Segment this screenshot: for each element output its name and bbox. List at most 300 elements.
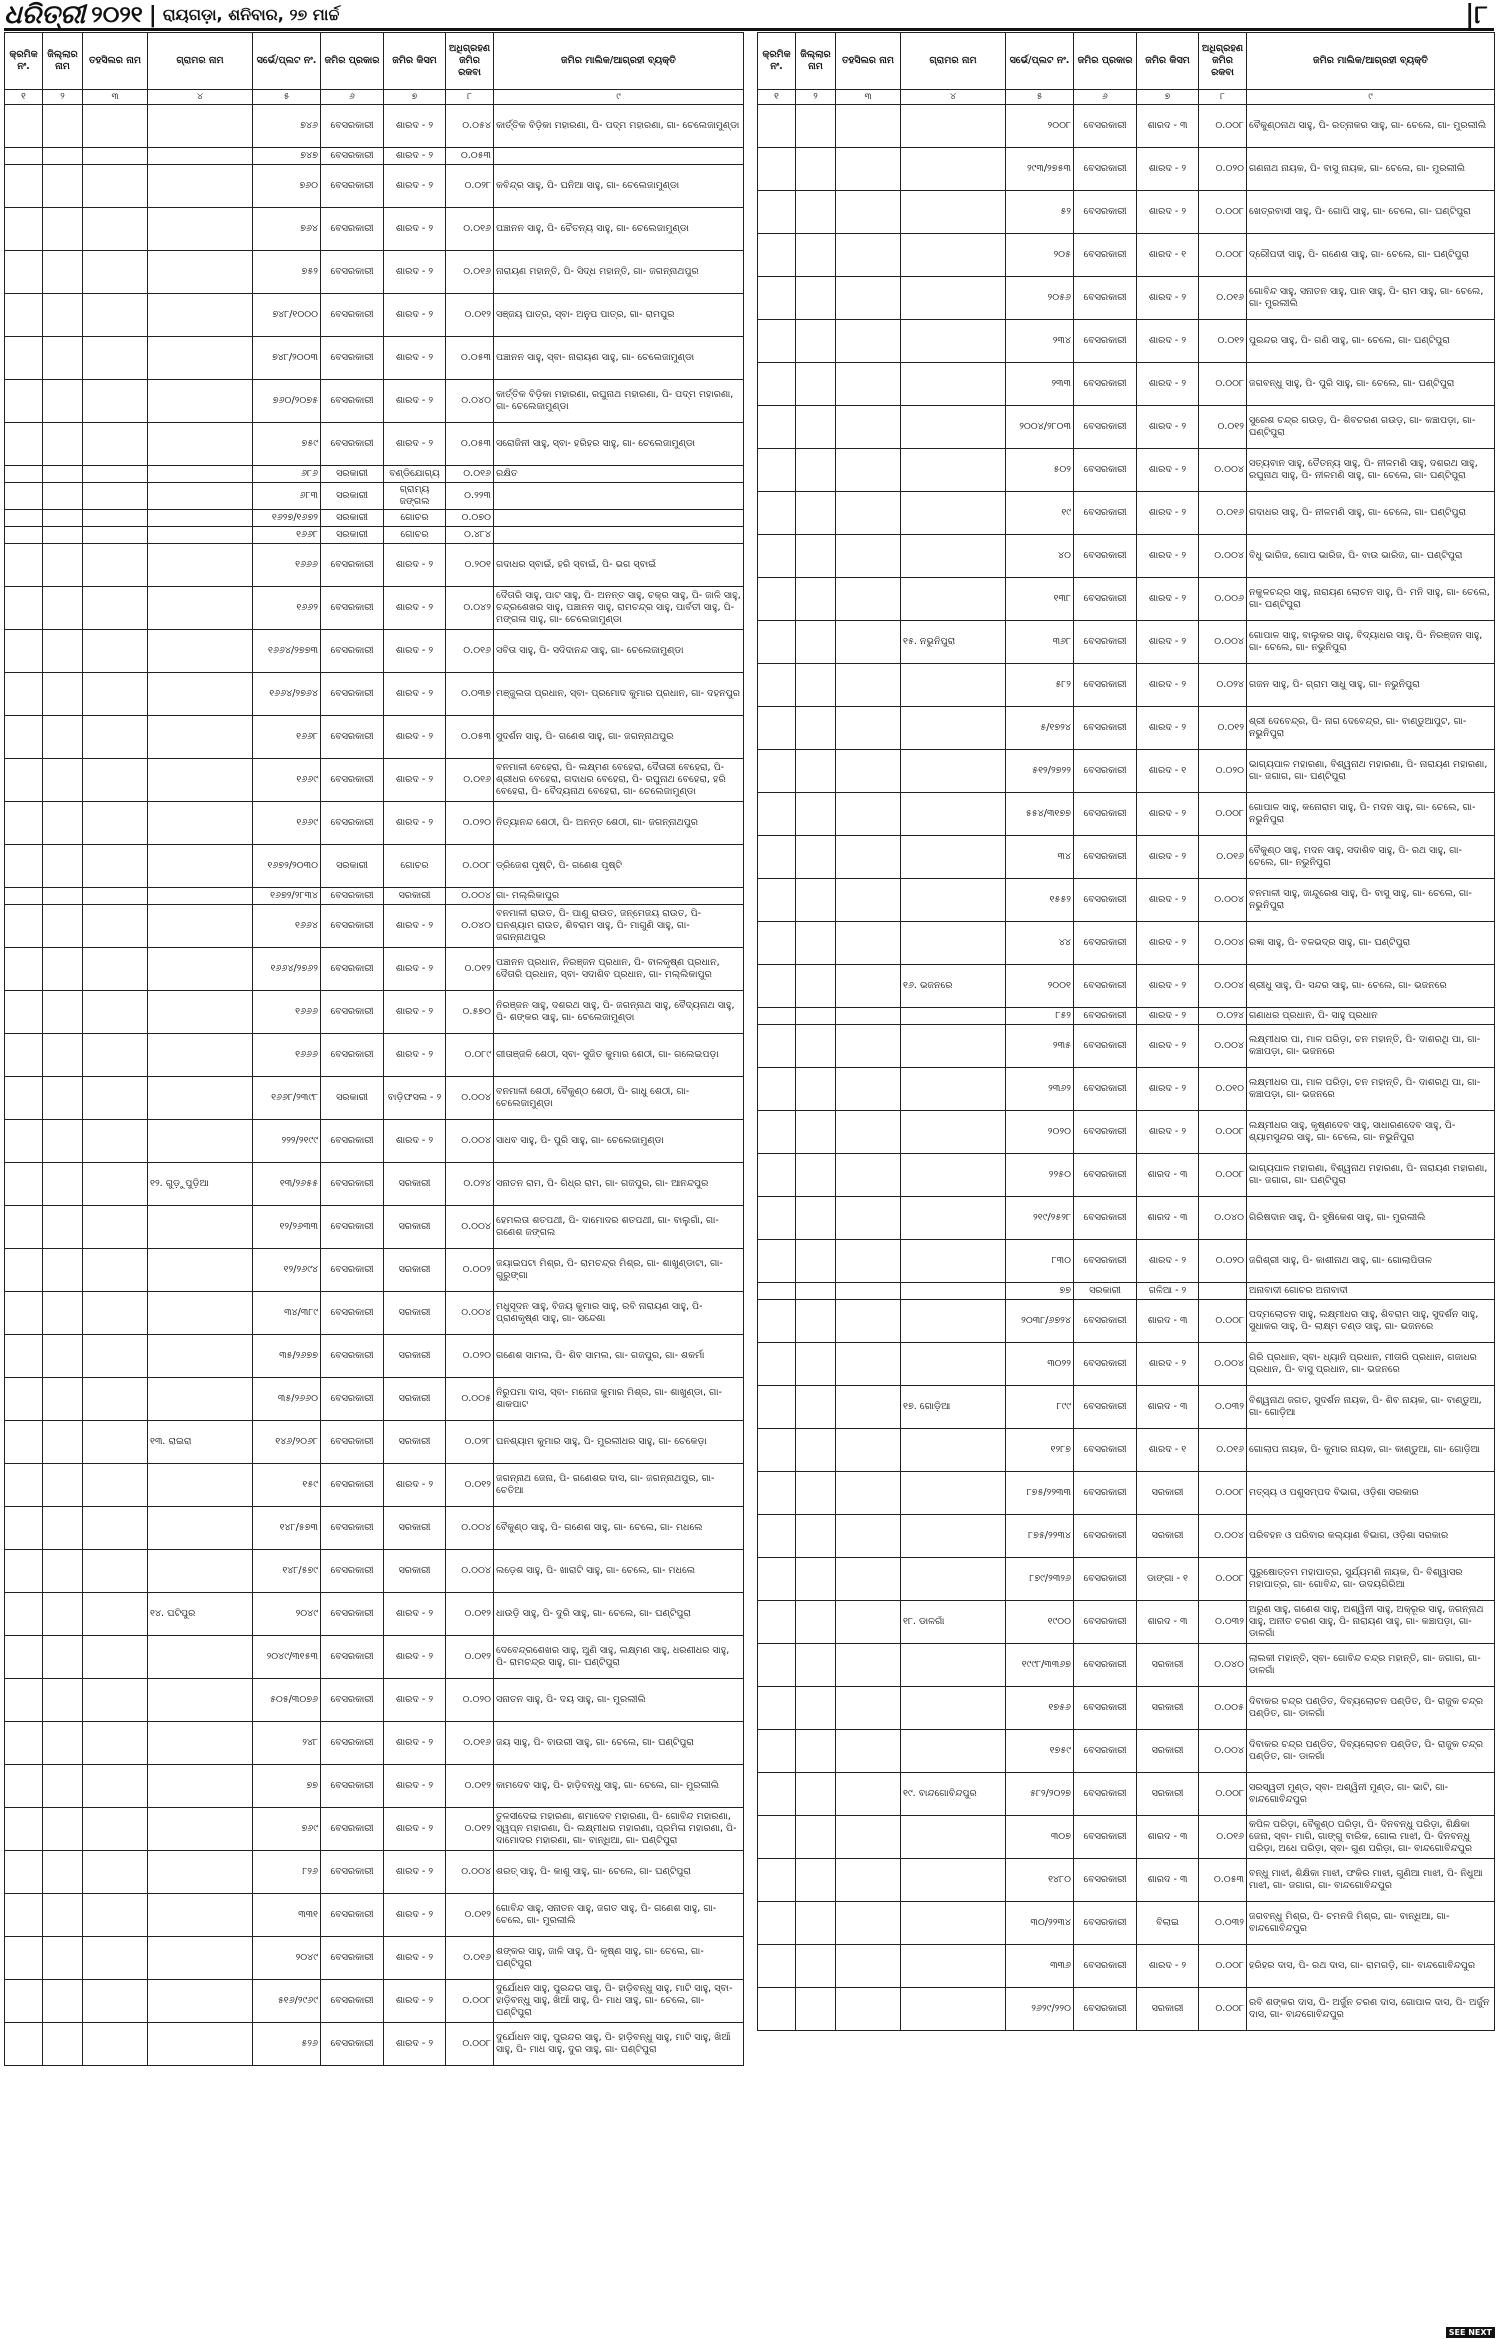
- cell-owner: ତୁଳସୀଦେଇ ମହାରଣା, ଶମାଦେବ ମହାରଣା, ପି- ଗୋବିନ୍ଦ ମହାରଣା, ସ୍ୱପ୍ନ ମହାରଣା, ପି- ଲକ୍ଷ୍ମୀଧର ମହାରଣା, ପ୍ରମିଳା ମହାରଣା, ପି- ଦାମୋଦର ମହାରଣା, ଗା- ବାନ୍ଧିଆ, ଗା- ଘଣ୍ଟିପୁରା: [494, 1808, 744, 1851]
- cell-serial-no: [758, 406, 796, 449]
- cell-area: ୦.୦୧୨: [446, 1464, 494, 1507]
- cell-district: [43, 208, 83, 251]
- cell-tahasil: [836, 1687, 901, 1730]
- cell-land-class: ଗ୍ରାମ୍ୟ ଜଙ୍ଗଲ: [384, 483, 446, 510]
- cell-district: [43, 1550, 83, 1593]
- cell-village: [148, 802, 253, 845]
- cell-tahasil: [836, 535, 901, 578]
- cell-owner: ହରିହର ଦାସ, ପି- ରଥ ଦାସ, ଗା- ରାମଗଡ଼ି, ଗା- ବାନ୍ଦଗୋବିନ୍ଦପୁର: [1247, 1945, 1495, 1988]
- cell-land-class: ଶାରଦ - ୨: [384, 1980, 446, 2023]
- cell-village: [148, 716, 253, 759]
- cell-serial-no: [758, 277, 796, 320]
- table-row: [5, 1077, 744, 1120]
- cell-serial-no: [5, 380, 43, 423]
- cell-serial-no: [758, 1601, 796, 1644]
- cell-survey-no: ୩୪/୩୮୯: [253, 1292, 321, 1335]
- cell-area: ୦.୦୧୨: [1199, 320, 1247, 363]
- cell-district: [796, 664, 836, 707]
- cell-land-type: ବେସରକାରୀ: [321, 1937, 384, 1980]
- cell-land-class: ଶାରଦ - ୨: [384, 630, 446, 673]
- cell-tahasil: [83, 1077, 148, 1120]
- cell-land-class: ସରକାରୀ: [384, 1206, 446, 1249]
- table-row: [758, 1988, 1495, 2031]
- table-row: [5, 208, 744, 251]
- cell-land-type: ସରକାରୀ: [321, 527, 384, 544]
- cell-land-class: ଶାରଦ - ୨: [1137, 320, 1199, 363]
- table-row: [5, 759, 744, 802]
- cell-district: [43, 1249, 83, 1292]
- cell-land-type: ବେସରକାରୀ: [321, 630, 384, 673]
- cell-owner: କାର୍ତ୍ତିକ ବିଡ଼ିକା ମହାରଣା, ପି- ପଦ୍ମ ମହାରଣା, ଗା- ଚେଲେଜାମୁଣ୍ଡା: [494, 105, 744, 148]
- cell-land-type: ସରକାରୀ: [321, 466, 384, 483]
- cell-district: [43, 630, 83, 673]
- cell-tahasil: [83, 1507, 148, 1550]
- cell-survey-no: ୭୭: [253, 1765, 321, 1808]
- cell-district: [43, 165, 83, 208]
- cell-owner: ଦିବାକର ଚନ୍ଦ୍ର ପଣ୍ଡିତ, ଦିବ୍ୟଲୋଚନ ପଣ୍ଡିତ, ପି- ରାଜୁକ ଚନ୍ଦ୍ର ପଣ୍ଡିତ, ଗା- ଡାଳଗାଁ: [1247, 1730, 1495, 1773]
- cell-tahasil: [836, 1068, 901, 1111]
- table-row: [758, 1601, 1495, 1644]
- cell-land-type: ବେସରକାରୀ: [1074, 1429, 1137, 1472]
- cell-survey-no: ୫୨୬: [253, 2023, 321, 2066]
- cell-survey-no: ୮୩୦: [1006, 1240, 1074, 1283]
- col-number-owner: ୯: [494, 90, 744, 105]
- cell-tahasil: [836, 1008, 901, 1025]
- cell-area: ୦.୦୦୮: [446, 845, 494, 888]
- table-row: [5, 510, 744, 527]
- cell-district: [43, 1894, 83, 1937]
- cell-area: ୦.୦୦୮: [1199, 1111, 1247, 1154]
- cell-serial-no: [758, 879, 796, 922]
- table-row: [758, 105, 1495, 148]
- cell-owner: ବୈକୁଣ୍ଠ ସାହୁ, ମଦନ ସାହୁ, ସଦାଶିବ ସାହୁ, ପି- ରଥ ସାହୁ, ଗା- ଚେଲେ, ଗା- ନଭୁନିପୁରା: [1247, 836, 1495, 879]
- cell-district: [796, 1240, 836, 1283]
- cell-land-type: ବେସରକାରୀ: [1074, 621, 1137, 664]
- header-row: [5, 33, 744, 90]
- cell-owner: ବୈକୁଣ୍ଠ ସାହୁ, ପି- ଗଣେଶ ସାହୁ, ଗା- ଚେଲେ, ଗା- ମଧଲେ: [494, 1507, 744, 1550]
- cell-land-class: ଶାରଦ - ୩: [1137, 1386, 1199, 1429]
- cell-owner: ବିଧୁ ଭାରିଜ, ଗୋପ ଭାରିଜ, ପି- ବାଉ ଭାରିଜ, ଗା- ଘଣ୍ଟିପୁରା: [1247, 535, 1495, 578]
- cell-district: [43, 483, 83, 510]
- cell-serial-no: [5, 1765, 43, 1808]
- cell-land-class: ସରକାରୀ: [384, 1292, 446, 1335]
- cell-village: [148, 1894, 253, 1937]
- cell-land-type: ବେସରକାରୀ: [321, 759, 384, 802]
- cell-owner: ଗୋବିନ୍ଦ ସାହୁ, ସନାତନ ସାହୁ, ପାନ ସାହୁ, ପି- ରାମ ସାହୁ, ଗା- ଚେଲେ, ଗା- ମୁରଲୀଲି: [1247, 277, 1495, 320]
- cell-land-class: ଶାରଦ - ୩: [1137, 105, 1199, 148]
- cell-area: ୦.୦୧୬: [1199, 1816, 1247, 1859]
- cell-district: [796, 535, 836, 578]
- table-row: [758, 879, 1495, 922]
- cell-land-class: ଶାରଦ - ୨: [384, 1034, 446, 1077]
- cell-tahasil: [83, 1034, 148, 1077]
- table-row: [5, 905, 744, 948]
- cell-district: [796, 965, 836, 1008]
- cell-owner: ଗୋପାଳ ସାହୁ, କନୋରାମ ସାହୁ, ପି- ମଦନ ସାହୁ, ଗା- ଚେଲେ, ଗା- ନଭୁନିପୁରା: [1247, 793, 1495, 836]
- cell-serial-no: [5, 1335, 43, 1378]
- cell-village: [148, 294, 253, 337]
- cell-tahasil: [83, 1937, 148, 1980]
- cell-area: ୦.୦୦୪: [1199, 1730, 1247, 1773]
- cell-land-type: ବେସରକାରୀ: [1074, 1601, 1137, 1644]
- cell-land-type: ବେସରକାରୀ: [1074, 492, 1137, 535]
- cell-area: ୦.୦୧୨: [446, 1894, 494, 1937]
- table-row: [758, 1515, 1495, 1558]
- cell-survey-no: ୨୨୫୦: [1006, 1154, 1074, 1197]
- cell-tahasil: [836, 1644, 901, 1687]
- cell-land-type: ବେସରକାରୀ: [321, 1034, 384, 1077]
- cell-serial-no: [5, 1550, 43, 1593]
- cell-village: [901, 1008, 1006, 1025]
- cell-survey-no: ୨୧୯/୨୫୨୮: [1006, 1197, 1074, 1240]
- cell-serial-no: [758, 1730, 796, 1773]
- cell-tahasil: [83, 1593, 148, 1636]
- cell-land-type: ବେସରକାରୀ: [321, 905, 384, 948]
- cell-tahasil: [836, 1283, 901, 1300]
- cell-area: ୦.୦୫୩: [446, 716, 494, 759]
- cell-owner: ଗୋଲାପ ନାୟକ, ପି- କୁମାର ନାୟକ, ଗା- କାଣ୍ଡୁଆ, ଗା- ଗୋଡ଼ିଆ: [1247, 1429, 1495, 1472]
- cell-survey-no: ୨୦୪୯/୩୧୫୩: [253, 1636, 321, 1679]
- table-row: [758, 234, 1495, 277]
- cell-survey-no: ୨୦୪୯: [253, 1937, 321, 1980]
- cell-land-class: ଶାରଦ - ୩: [1137, 1197, 1199, 1240]
- cell-land-type: ବେସରକାରୀ: [321, 1507, 384, 1550]
- cell-land-class: ଶାରଦ - ୨: [1137, 621, 1199, 664]
- cell-area: ୦.୦୦୪: [446, 1550, 494, 1593]
- cell-land-type: ବେସରକାରୀ: [321, 948, 384, 991]
- cell-district: [796, 1197, 836, 1240]
- cell-district: [43, 1077, 83, 1120]
- cell-land-type: ବେସରକାରୀ: [1074, 707, 1137, 750]
- cell-district: [796, 1386, 836, 1429]
- cell-village: [901, 793, 1006, 836]
- cell-village: [901, 1283, 1006, 1300]
- cell-land-type: ବେସରକାରୀ: [1074, 1386, 1137, 1429]
- cell-owner: ରଜ୍ଞା ସାହୁ, ପି- ବଳଭଦ୍ର ସାହୁ, ଗା- ଘଣ୍ଟିପୁରା: [1247, 922, 1495, 965]
- cell-village: [901, 1644, 1006, 1687]
- cell-serial-no: [5, 1894, 43, 1937]
- table-row: [5, 423, 744, 466]
- cell-land-type: ବେସରକାରୀ: [1074, 1945, 1137, 1988]
- cell-land-class: ଶାରଦ - ୨: [1137, 1945, 1199, 1988]
- cell-land-type: ବେସରକାରୀ: [1074, 1154, 1137, 1197]
- cell-land-class: ଶାରଦ - ୨: [384, 423, 446, 466]
- cell-land-class: ଶାରଦ - ୨: [384, 1722, 446, 1765]
- cell-land-type: ବେସରକାରୀ: [1074, 879, 1137, 922]
- cell-survey-no: ୧୯୦୦: [1006, 1601, 1074, 1644]
- cell-land-type: ବେସରକାରୀ: [1074, 535, 1137, 578]
- cell-village: ୧୯. ବାନ୍ଦଗୋବିନ୍ଦପୁର: [901, 1773, 1006, 1816]
- cell-village: [901, 1730, 1006, 1773]
- cell-district: [43, 251, 83, 294]
- cell-tahasil: [83, 630, 148, 673]
- cell-district: [43, 905, 83, 948]
- cell-serial-no: [758, 234, 796, 277]
- cell-village: [148, 1335, 253, 1378]
- cell-tahasil: [836, 1988, 901, 2031]
- table-row: [758, 1644, 1495, 1687]
- table-row: [5, 1765, 744, 1808]
- cell-serial-no: [5, 1163, 43, 1206]
- table-row: [5, 1464, 744, 1507]
- cell-district: [43, 1937, 83, 1980]
- cell-village: [901, 363, 1006, 406]
- cell-district: [43, 1378, 83, 1421]
- cell-survey-no: ୭୭: [1006, 1283, 1074, 1300]
- cell-village: [148, 1636, 253, 1679]
- table-row: [5, 1120, 744, 1163]
- cell-land-class: ଶାରଦ - ୨: [384, 165, 446, 208]
- cell-village: [148, 105, 253, 148]
- cell-area: ୦.୦୦୮: [1199, 1945, 1247, 1988]
- cell-serial-no: [5, 1507, 43, 1550]
- cell-land-class: ଶାରଦ - ୨: [384, 380, 446, 423]
- cell-land-class: ସରକାରୀ: [384, 1421, 446, 1464]
- cell-serial-no: [5, 587, 43, 630]
- cell-district: [43, 337, 83, 380]
- cell-land-class: ଶାରଦ - ୨: [384, 1593, 446, 1636]
- cell-serial-no: [758, 1283, 796, 1300]
- table-row: [758, 1902, 1495, 1945]
- cell-serial-no: [5, 423, 43, 466]
- cell-area: ୦.୦୨୦: [1199, 148, 1247, 191]
- cell-tahasil: [83, 888, 148, 905]
- cell-district: [796, 1902, 836, 1945]
- cell-district: [43, 380, 83, 423]
- cell-area: ୦.୦୦୮: [1199, 1558, 1247, 1601]
- cell-survey-no: ୨୦୫: [1006, 234, 1074, 277]
- cell-serial-no: [758, 965, 796, 1008]
- cell-area: ୦.୦୨୦: [1199, 750, 1247, 793]
- col-number-village: ୪: [148, 90, 253, 105]
- cell-tahasil: [836, 1429, 901, 1472]
- cell-land-type: ବେସରକାରୀ: [1074, 320, 1137, 363]
- cell-tahasil: [836, 836, 901, 879]
- cell-land-type: ବେସରକାରୀ: [321, 716, 384, 759]
- cell-owner: ସଞ୍ଜୟ ପାତ୍ର, ସ୍ବା- ଅନୁପ ପାତ୍ର, ଗା- ରାମପୁର: [494, 294, 744, 337]
- cell-district: [796, 1859, 836, 1902]
- cell-land-class: ଶାରଦ - ୨: [1137, 707, 1199, 750]
- cell-tahasil: [836, 922, 901, 965]
- cell-village: [901, 1068, 1006, 1111]
- cell-survey-no: ୨୦୫୬: [1006, 277, 1074, 320]
- cell-serial-no: [758, 836, 796, 879]
- table-row: [758, 1111, 1495, 1154]
- cell-owner: ଦୁର୍ଯୋଧନ ସାହୁ, ପୁରନ୍ଦର ସାହୁ, ପି- ହାଡ଼ିବନ୍ଧୁ ସାହୁ, ମାଟି ସାହୁ, ସ୍ବା- ହାଡ଼ିବନ୍ଧୁ ସାହୁ, ଖିଆଁ ସାହୁ, ପି- ମାଧ ସାହୁ, ଗା- ଚେଲେ, ଗା- ଘଣ୍ଟିପୁରା: [494, 1980, 744, 2023]
- cell-village: [901, 1343, 1006, 1386]
- cell-tahasil: [83, 1163, 148, 1206]
- cell-owner: ଗଜନ ସାହୁ, ପି- ଗ୍ରାମ ସାଧୁ ସାହୁ, ଗା- ନଭୁନିପୁରା: [1247, 664, 1495, 707]
- cell-land-type: ବେସରକାରୀ: [321, 423, 384, 466]
- cell-land-class: ଶାରଦ - ୨: [1137, 922, 1199, 965]
- table-row: [758, 578, 1495, 621]
- header-row: [758, 33, 1495, 90]
- cell-survey-no: ୭୬୦/୨୦୭୫: [253, 380, 321, 423]
- col-number-district: ୨: [43, 90, 83, 105]
- cell-district: [796, 406, 836, 449]
- cell-land-class: ଶାରଦ - ୨: [384, 905, 446, 948]
- table-row: [758, 922, 1495, 965]
- cell-land-class: ଶାରଦ - ୨: [384, 1120, 446, 1163]
- cell-survey-no: ୨୦୪୯: [253, 1593, 321, 1636]
- col-header-serial-no: କ୍ରମିକ ନଂ.: [758, 33, 796, 90]
- cell-land-class: ଶାରଦ - ୨: [1137, 1025, 1199, 1068]
- cell-village: [148, 630, 253, 673]
- cell-district: [796, 320, 836, 363]
- cell-survey-no: ୨୨୨/୨୧୯୯: [253, 1120, 321, 1163]
- cell-area: ୦.୦୦୪: [1199, 621, 1247, 664]
- cell-serial-no: [5, 510, 43, 527]
- cell-land-class: ଶାରଦ - ୨: [384, 148, 446, 165]
- cell-district: [43, 673, 83, 716]
- cell-owner: ଲକ୍ଷ୍ମୀଧର ସାହୁ, କୃଷ୍ଣଦେବ ସାହୁ, ସାଧାରଣଦେବ ସାହୁ, ପି- ଶ୍ୟାମସୁନ୍ଦର ସାହୁ, ଗା- ଚେଲେ, ଗା- ନଭୁନିପୁରା: [1247, 1111, 1495, 1154]
- cell-land-class: ଶାରଦ - ୨: [384, 2023, 446, 2066]
- cell-land-type: ବେସରକାରୀ: [321, 673, 384, 716]
- cell-serial-no: [5, 105, 43, 148]
- cell-survey-no: ୨୦୩୮/୬୭୨୪: [1006, 1300, 1074, 1343]
- cell-owner: ଗୀତାଞ୍ଜଳି ଶେଠୀ, ସ୍ବା- ସୁଜିତ କୁମାର ଶେଠୀ, ଗା- ଗଲେଇପଡ଼ା: [494, 1034, 744, 1077]
- column-number-row: [5, 90, 744, 105]
- cell-area: ୦.୦୦୪: [446, 1851, 494, 1894]
- cell-survey-no: ୨୦୦୪/୨୮୦୩: [1006, 406, 1074, 449]
- cell-village: [901, 836, 1006, 879]
- table-row: [5, 1292, 744, 1335]
- table-row: [758, 492, 1495, 535]
- cell-owner: ରବି ଶଙ୍କର ଦାସ, ପି- ଅର୍ଜୁନ ଚରଣ ଦାସ, ଗୋପାଳ ଦାସ, ପି- ଅର୍ଜୁନ ଦାସ, ଗା- ବାନ୍ଦଗୋବିନ୍ଦପୁର: [1247, 1988, 1495, 2031]
- cell-owner: ଲକ୍ଷ୍ମୀଧର ପା, ମାଳ ପରିଡ଼ା, ଚନ ମହାନ୍ତି, ପି- ଦାଶରଥି ପା, ଗା- କଞ୍ଚାପଡ଼ା, ଗା- ଭଜନରେ: [1247, 1068, 1495, 1111]
- cell-land-class: ଶାରଦ - ୨: [384, 1894, 446, 1937]
- cell-land-type: ବେସରକାରୀ: [321, 1894, 384, 1937]
- cell-serial-no: [5, 888, 43, 905]
- cell-land-type: ବେସରକାରୀ: [1074, 836, 1137, 879]
- cell-area: ୦.୦୦୪: [446, 1507, 494, 1550]
- cell-area: ୦.୦୨୪: [446, 1163, 494, 1206]
- table-row: [5, 888, 744, 905]
- cell-district: [43, 294, 83, 337]
- cell-owner: ଭାଗ୍ୟପାଳ ମହାରଣା, ବିଶ୍ୱନାଥ ମହାରଣା, ପି- ନାରାୟଣ ମହାରଣା, ଗା- ଜଗାଗ, ଗା- ଘଣ୍ଟିପୁରା: [1247, 1154, 1495, 1197]
- cell-serial-no: [5, 208, 43, 251]
- cell-district: [43, 1464, 83, 1507]
- cell-land-class: ସରକାରୀ: [1137, 1472, 1199, 1515]
- cell-tahasil: [83, 587, 148, 630]
- cell-village: ୧୮. ଡାଳଗାଁ: [901, 1601, 1006, 1644]
- cell-tahasil: [836, 1515, 901, 1558]
- cell-serial-no: [5, 1679, 43, 1722]
- cell-land-class: ଶାରଦ - ୨: [384, 802, 446, 845]
- cell-serial-no: [758, 1902, 796, 1945]
- table-row: [5, 466, 744, 483]
- cell-district: [796, 105, 836, 148]
- cell-serial-no: [5, 991, 43, 1034]
- table-row: [758, 363, 1495, 406]
- cell-land-type: ବେସରକାରୀ: [321, 1249, 384, 1292]
- cell-tahasil: [83, 948, 148, 991]
- cell-owner: ଲକ୍ଷ୍ମୀଧର ପା, ମାଳ ପରିଡ଼ା, ଚନ ମହାନ୍ତି, ପି- ଦାଶରଥି ପା, ଗା- କଞ୍ଚାପଡ଼ା, ଗା- ଭଜନରେ: [1247, 1025, 1495, 1068]
- cell-district: [43, 1980, 83, 2023]
- cell-survey-no: ୭୬୯: [253, 1808, 321, 1851]
- cell-land-class: ସରକାରୀ: [1137, 1773, 1199, 1816]
- newspaper-name: ଧରିତ୍ରୀ: [4, 0, 86, 30]
- cell-survey-no: ୧୭୫୬: [1006, 1687, 1074, 1730]
- cell-serial-no: [5, 716, 43, 759]
- cell-owner: ବନମାଳୀ ରାଉତ, ପି- ପାଣୁ ରାଉତ, ଜନ୍ମେଜୟ ରାଉତ, ପି- ଘନଶ୍ୟାମ ରାଉତ, ଶିବରାମ ସାହୁ, ପି- ମାଗୁଣି ସାହୁ, ଗା- ଜଗନ୍ନାଥପୁର: [494, 905, 744, 948]
- cell-serial-no: [758, 1008, 796, 1025]
- col-number-land-type: ୬: [321, 90, 384, 105]
- cell-land-class: ଶାରଦ - ୨: [384, 294, 446, 337]
- cell-land-type: ବେସରକାରୀ: [321, 888, 384, 905]
- cell-serial-no: [758, 664, 796, 707]
- cell-land-class: ବିଲାଇ: [1137, 1902, 1199, 1945]
- table-row: [758, 1687, 1495, 1730]
- cell-land-class: ଶାରଦ - ୨: [384, 673, 446, 716]
- cell-area: ୦.୦୧୬: [446, 251, 494, 294]
- col-number-land-class: ୭: [1137, 90, 1199, 105]
- table-row: [758, 621, 1495, 664]
- cell-village: [148, 888, 253, 905]
- cell-owner: ଲାଲକୀ ମହାନ୍ତି, ସ୍ବା- ଗୋବିନ୍ଦ ଚନ୍ଦ୍ର ମହାନ୍ତି, ଗା- ଜଗାଗ, ଗା- ଡାଳଗାଁ: [1247, 1644, 1495, 1687]
- cell-district: [43, 544, 83, 587]
- cell-area: ୦.୦୦୮: [1199, 191, 1247, 234]
- table-row: [5, 1421, 744, 1464]
- cell-serial-no: [5, 1292, 43, 1335]
- cell-owner: ଶ୍ରୀ ଦେବେନ୍ଦ୍ର, ପି- ନାଗ ଦେବେନ୍ଦ୍ର, ଗା- ବାଣ୍ଡୁଆପୁଟ, ଗା- ନଭୁନିପୁରା: [1247, 707, 1495, 750]
- cell-land-class: ଶାରଦ - ୨: [1137, 1343, 1199, 1386]
- cell-district: [796, 1730, 836, 1773]
- cell-area: ୦.୦୧୬: [1199, 1429, 1247, 1472]
- cell-land-class: ଶାରଦ - ୨: [384, 544, 446, 587]
- table-row: [758, 449, 1495, 492]
- cell-serial-no: [758, 1945, 796, 1988]
- cell-owner: ଜଗିଶ୍ରୀ ସାହୁ, ପି- କାଶୀନାଥ ସାହୁ, ଗା- ଗୋଲାପିତାଳ: [1247, 1240, 1495, 1283]
- cell-village: ୧୩. ରାଇରା: [148, 1421, 253, 1464]
- cell-land-class: ସରକାରୀ: [384, 1507, 446, 1550]
- cell-land-type: ବେସରକାରୀ: [321, 1335, 384, 1378]
- cell-land-class: ଶାରଦ - ୨: [384, 337, 446, 380]
- cell-land-class: ଶାରଦ - ୨: [1137, 492, 1199, 535]
- cell-area: ୦.୦୧୨: [446, 294, 494, 337]
- cell-village: [901, 1429, 1006, 1472]
- cell-district: [43, 1636, 83, 1679]
- cell-district: [796, 1429, 836, 1472]
- table-row: [758, 1472, 1495, 1515]
- cell-land-type: ବେସରକାରୀ: [1074, 578, 1137, 621]
- col-number-serial-no: ୧: [5, 90, 43, 105]
- cell-owner: ପଞ୍ଚାନନ ପ୍ରଧାନ, ନିରଞ୍ଜନ ପ୍ରଧାନ, ପି- ବାଳକୃଷ୍ଣ ପ୍ରଧାନ, ଦୈତାରି ପ୍ରଧାନ, ସ୍ବା- ସଦାଶିବ ପ୍ରଧାନ, ଗା- ମଲ୍ଲିକାପୁର: [494, 948, 744, 991]
- cell-district: [796, 1472, 836, 1515]
- see-next-label: SEE NEXT: [1446, 2327, 1495, 2338]
- cell-district: [43, 1722, 83, 1765]
- col-number-land-type: ୬: [1074, 90, 1137, 105]
- cell-area: ୦.୦୨୦: [446, 1335, 494, 1378]
- cell-area: ୦.୦୨୪: [1199, 1008, 1247, 1025]
- cell-area: ୦.୦୧୬: [1199, 836, 1247, 879]
- cell-district: [43, 948, 83, 991]
- cell-owner: ସରସ୍ୱତୀ ମୁଣ୍ଡ, ସ୍ବା- ଅଶ୍ୱିନୀ ମୁଣ୍ଡ, ଗା- ଭାଟି, ଗା- ବାନ୍ଦଗୋବିନ୍ଦପୁର: [1247, 1773, 1495, 1816]
- table-row: [5, 1034, 744, 1077]
- cell-tahasil: [836, 492, 901, 535]
- cell-survey-no: ୩୫/୨୬୬୦: [253, 1378, 321, 1421]
- cell-survey-no: ୨୯୩/୨୭୫୩: [1006, 148, 1074, 191]
- cell-district: [43, 510, 83, 527]
- cell-survey-no: ୭୫୨: [253, 251, 321, 294]
- cell-tahasil: [83, 759, 148, 802]
- cell-village: [901, 105, 1006, 148]
- cell-area: ୦.୨୦୧: [446, 544, 494, 587]
- cell-serial-no: [758, 1343, 796, 1386]
- cell-tahasil: [836, 578, 901, 621]
- cell-tahasil: [83, 337, 148, 380]
- cell-district: [43, 802, 83, 845]
